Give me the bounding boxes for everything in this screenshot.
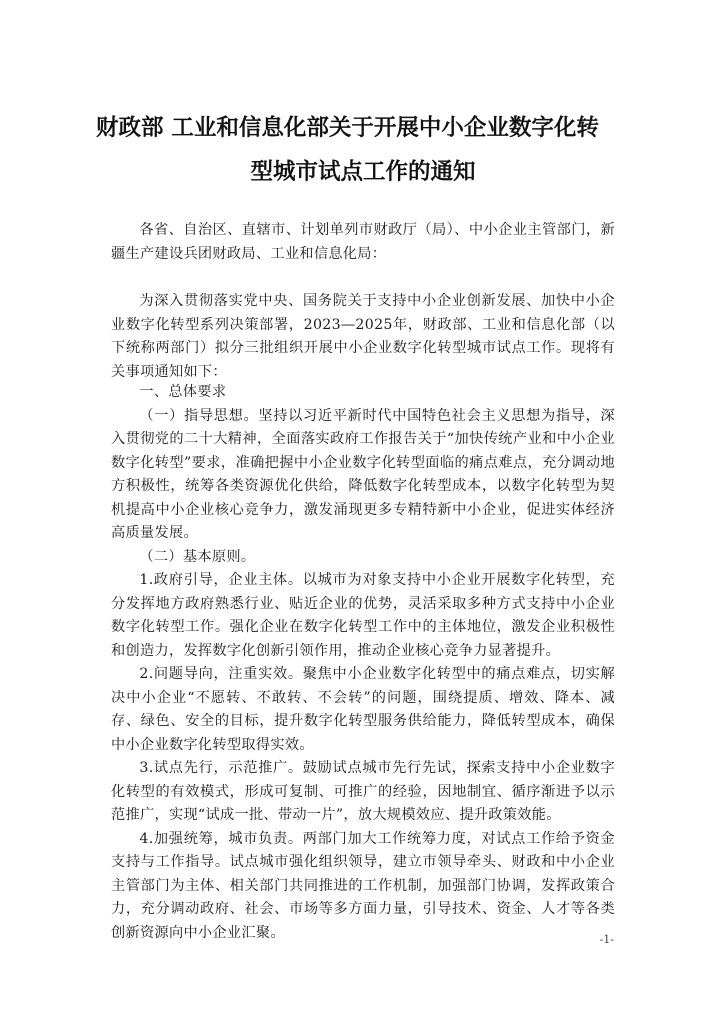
document-title-line-1: 财政部 工业和信息化部关于开展中小企业数字化转 — [96, 115, 599, 141]
principle-3-paragraph: 3.试点先行，示范推广。鼓励试点城市先行先试，探索支持中小企业数字化转型的有效模式，形成可复制、可推广的经验，因地制宜、循序渐进予以示范推广，实现“试成一批、带动一片”，放大规模效应、提升政策效能。 — [111, 760, 615, 823]
basic-principles-heading: （二）基本原则。 — [139, 548, 256, 565]
main-body — [111, 381, 615, 945]
principle-2-paragraph: 2.问题导向，注重实效。聚焦中小企业数字化转型中的痛点难点，切实解决中小企业“不愿转、不敢转、不会转”的问题，围绕提质、增效、降本、减存、绿色、安全的目标，提升数字化转型服务供给能力，降低转型成本，确保中小企业数字化转型取得实效。 — [111, 666, 615, 753]
intro-paragraph: 为深入贯彻落实党中央、国务院关于支持中小企业创新发展、加快中小企业数字化转型系列决策部署，2023—2025年，财政部、工业和信息化部（以下统称两部门）拟分三批组织开展中小企业数字化转型城市试点工作。现将有关事项通知如下： — [111, 293, 615, 380]
salutation-paragraph: 各省、自治区、直辖市、计划单列市财政厅（局）、中小企业主管部门，新疆生产建设兵团财政局、工业和信息化局： — [111, 222, 615, 262]
section-heading-general-requirements: 一、总体要求 — [139, 384, 227, 400]
document-title-line-2: 型城市试点工作的通知 — [250, 159, 476, 185]
principle-4-paragraph: 4.加强统筹，城市负责。两部门加大工作统筹力度，对试点工作给予资金支持与工作指导。试点城市强化组织领导，建立市领导牵头、财政和中小企业主管部门为主体、相关部门共同推进的工作机制，加强部门协调，发挥政策合力，充分调动政府、社会、市场等多方面力量，引导技术、资金、人才等各类创新资源向中小企业汇聚。 — [111, 830, 615, 941]
page-number: -1- — [599, 933, 614, 946]
guiding-ideology-paragraph: （一）指导思想。坚持以习近平新时代中国特色社会主义思想为指导，深入贯彻党的二十大精神，全面落实政府工作报告关于“加快传统产业和中小企业数字化转型”要求，准确把握中小企业数字化转型面临的痛点难点，充分调动地方积极性，统筹各类资源优化供给，降低数字化转型成本，以数字化转型为契机提高中小企业核心竞争力，激发涌现更多专精特新中小企业，促进实体经济高质量发展。 — [111, 407, 615, 541]
principle-1-paragraph: 1.政府引导，企业主体。以城市为对象支持中小企业开展数字化转型，充分发挥地方政府熟悉行业、贴近企业的优势，灵活采取多种方式支持中小企业数字化转型工作。强化企业在数字化转型工作中的主体地位，激发企业积极性和创造力，发挥数字化创新引领作用，推动企业核心竞争力显著提升。 — [111, 572, 615, 659]
